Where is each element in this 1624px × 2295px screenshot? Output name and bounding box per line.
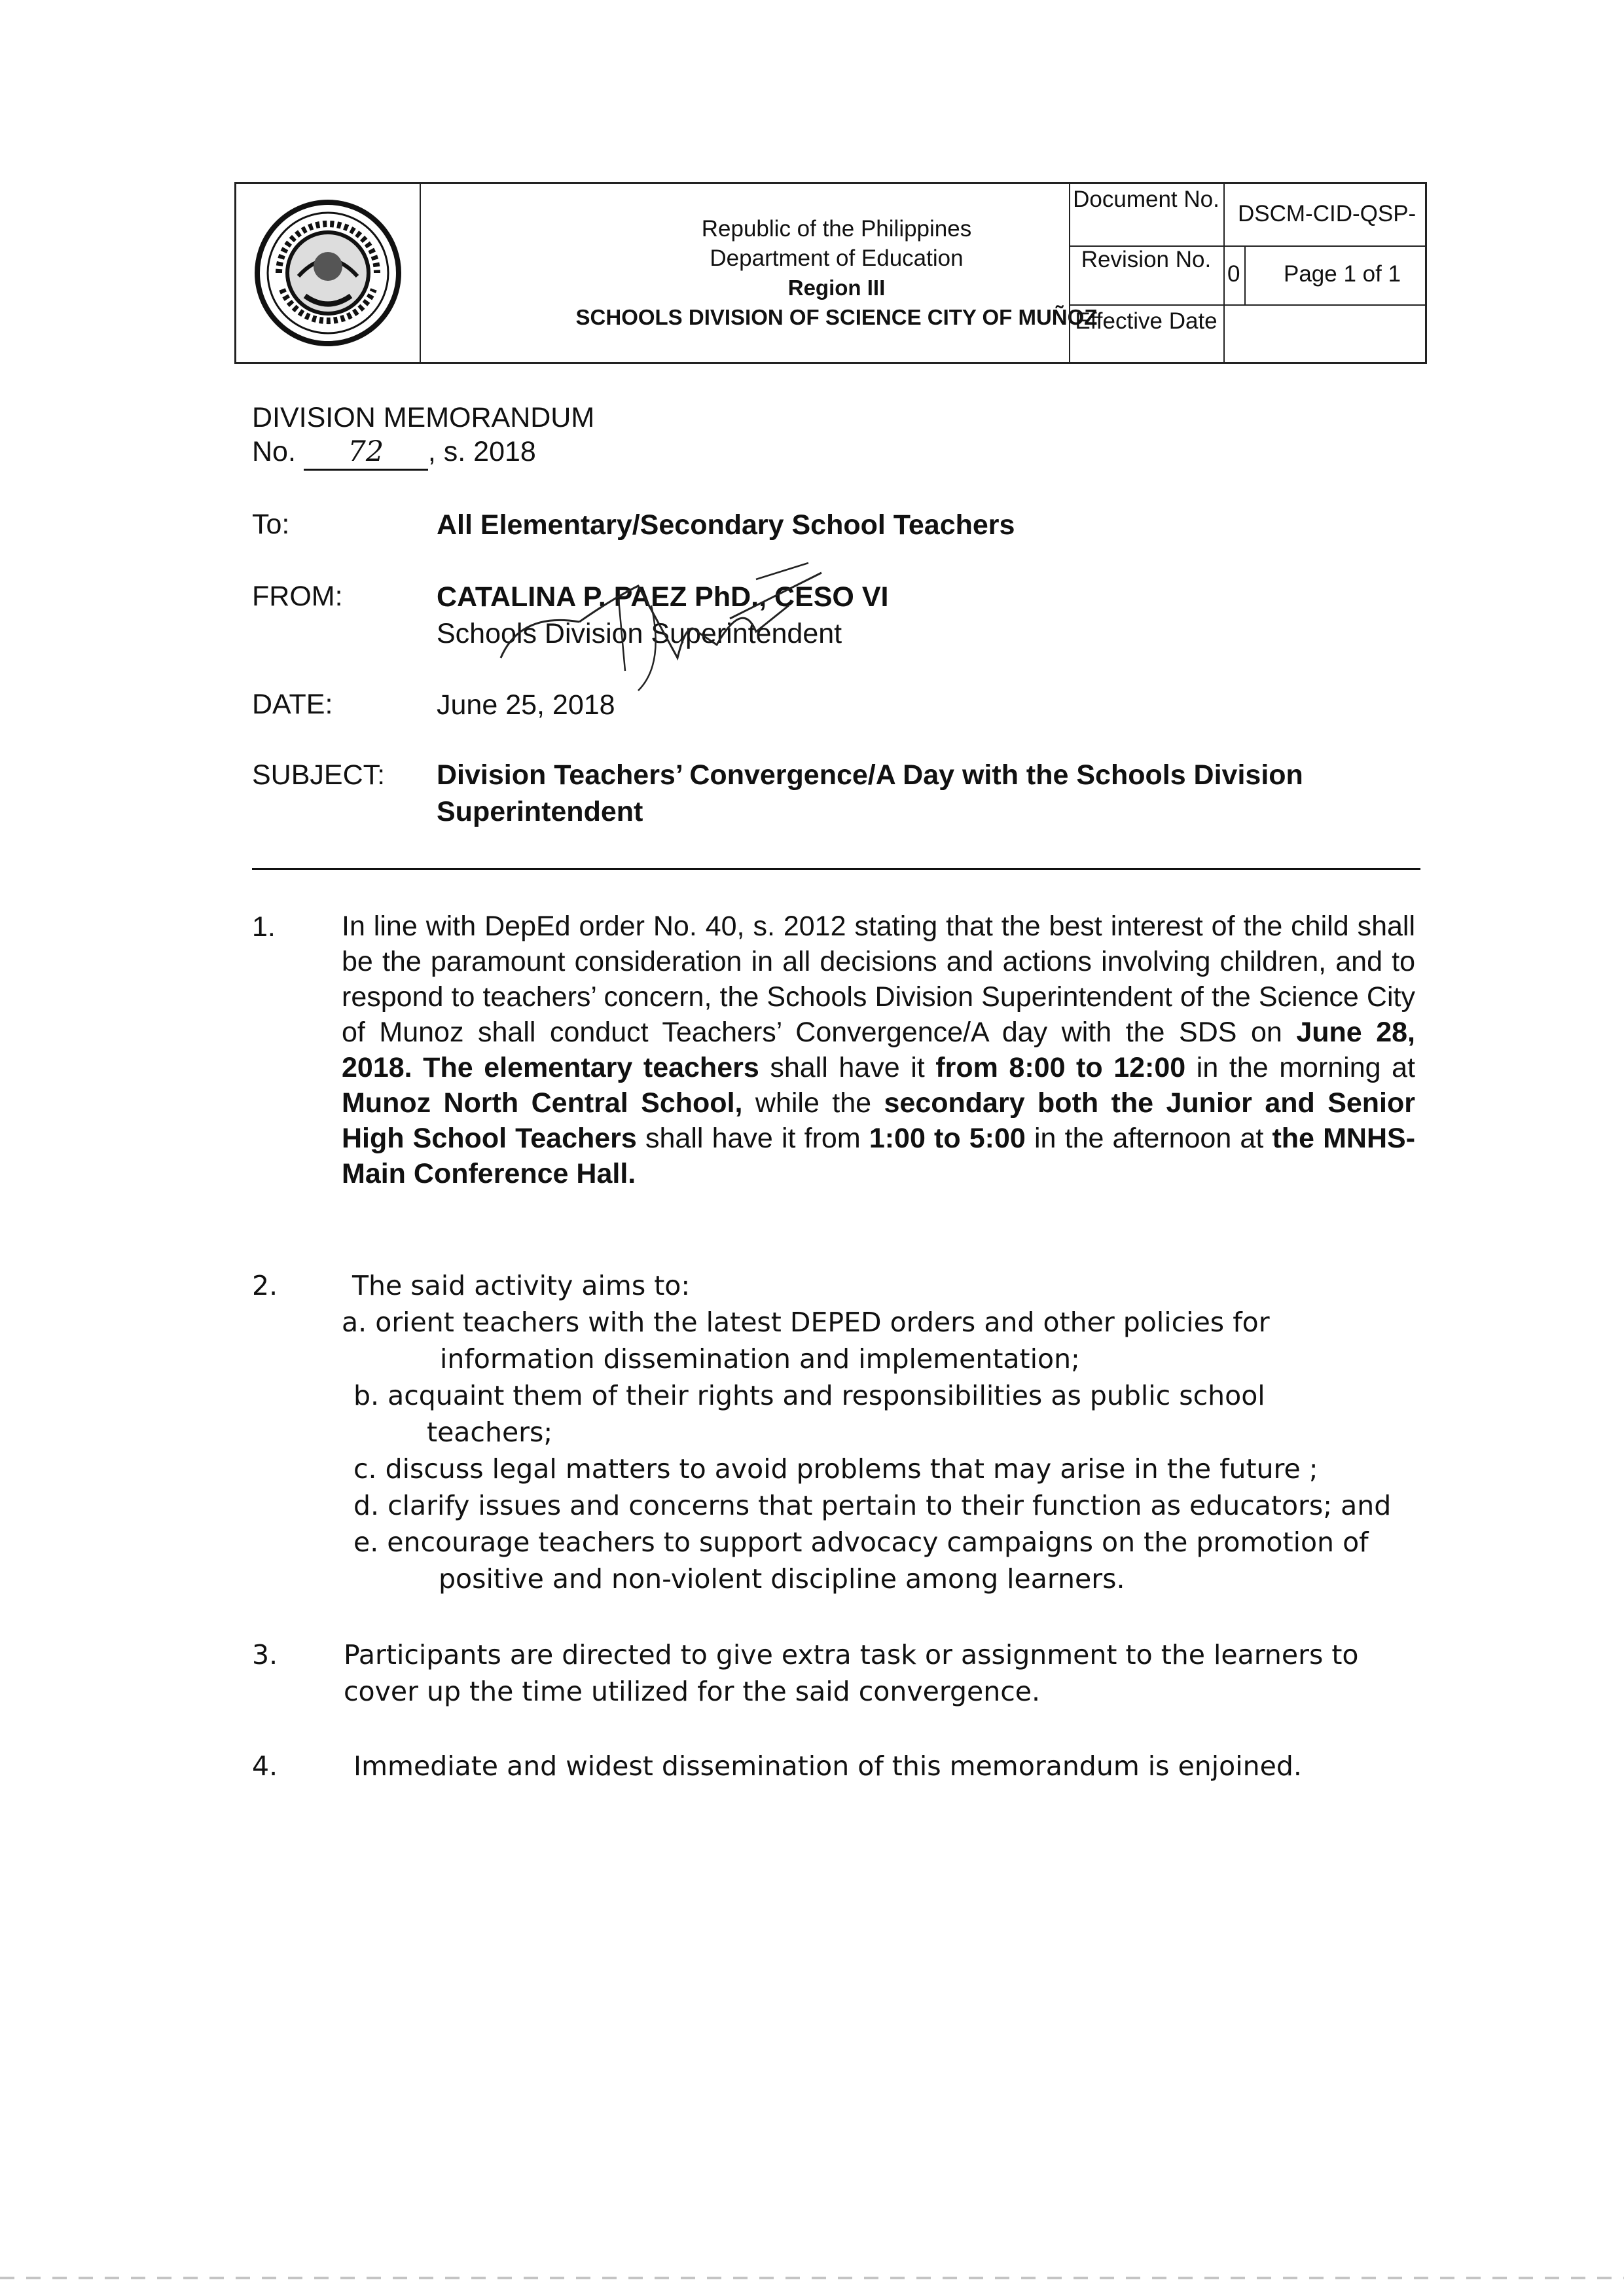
region-label: Region III [787, 276, 886, 300]
para-1 [342, 909, 1415, 1191]
memo-number-line [252, 435, 536, 471]
aim-item-continuation: information dissemination and implementation; [440, 1343, 1080, 1375]
para-1-seg: the MNHS-Main Conference Hall. [342, 1123, 1416, 1189]
aim-item-b [353, 1377, 1415, 1451]
memo-series: , s. 2018 [427, 436, 536, 467]
agency-line-1: Republic of the Philippines [701, 216, 972, 242]
aim-item-d [353, 1487, 1415, 1524]
aim-item-continuation: teachers; [427, 1417, 553, 1448]
para-1-seg: in the morning at [1185, 1052, 1416, 1083]
para-1-seg: June 28, 2018. The elementary teachers [342, 1017, 1415, 1083]
subject-value: Division Teachers’ Convergence/A Day with the Schools Division Superintendent [437, 759, 1303, 827]
aim-item-text: d. clarify issues and concerns that pertain to their function as educators; and [353, 1490, 1392, 1521]
deped-seal-icon [253, 198, 403, 348]
memo-number [304, 435, 428, 471]
revision-no-value: 0 [1227, 261, 1240, 287]
para-1-seg: secondary both the Junior and Senior High School Teachers [342, 1087, 1415, 1154]
agency-line-2: Department of Education [710, 245, 964, 271]
para-1-seg: while the [742, 1087, 884, 1119]
date-label: DATE: [252, 689, 333, 720]
from-name: CATALINA P. PAEZ PhD., CESO VI [437, 581, 889, 613]
to-value: All Elementary/Secondary School Teachers [437, 509, 1015, 541]
seal-cell [236, 184, 420, 362]
revision-no-label: Revision No. [1081, 247, 1212, 272]
para-1-seg: Munoz North Central School, [342, 1087, 743, 1119]
division-name: SCHOOLS DIVISION OF SCIENCE CITY OF MUÑOZ [575, 305, 1098, 329]
para-4: Immediate and widest dissemination of this memorandum is enjoined. [353, 1750, 1302, 1782]
scan-edge [0, 2277, 1624, 2279]
subject-label: SUBJECT: [252, 759, 386, 791]
page-count: Page 1 of 1 [1284, 261, 1401, 287]
aim-item-a [342, 1304, 1415, 1377]
document-header-table [234, 182, 1427, 364]
from-label: FROM: [252, 581, 343, 612]
aim-item-text: b. acquaint them of their rights and responsibilities as public school [353, 1380, 1265, 1411]
para-1-number: 1. [252, 911, 276, 943]
effective-date-label: Effective Date [1075, 308, 1218, 334]
para-3-number: 3. [252, 1639, 278, 1671]
to-label: To: [252, 509, 290, 540]
aim-item-text: c. discuss legal matters to avoid problems that may arise in the future ; [353, 1453, 1318, 1485]
para-2-number: 2. [252, 1270, 278, 1301]
para-1-seg: from 8:00 to 12:00 [935, 1052, 1186, 1083]
para-3: Participants are directed to give extra task or assignment to the learners to cover up the time utilized for the said convergence. [344, 1639, 1359, 1707]
para-1-seg: in the afternoon at [1025, 1123, 1272, 1154]
para-1-seg: 1:00 to 5:00 [869, 1123, 1026, 1154]
memo-number-prefix: No. [252, 436, 296, 467]
aim-item-text: e. encourage teachers to support advocacy campaigns on the promotion of [353, 1527, 1369, 1558]
para-1-seg: In line with DepEd order No. 40, s. 2012 stating that the best interest of the child shall be the paramount consideration in all decisions and actions involving children, and to respond to teachers’ concern, the Schools Division Superintendent of the Science City of Munoz shall conduct Teachers’ Convergence/A day with the SDS on [342, 911, 1415, 1048]
aim-item-text: a. orient teachers with the latest DEPED orders and other policies for [342, 1307, 1270, 1338]
memo-number-handwritten: 72 [348, 435, 384, 468]
aim-item-e [353, 1524, 1415, 1597]
aim-item-continuation: positive and non-violent discipline among learners. [439, 1563, 1125, 1595]
para-1-seg: shall have it [759, 1052, 936, 1083]
para-4-number: 4. [252, 1750, 278, 1782]
aim-item-c [353, 1451, 1415, 1487]
date-value: June 25, 2018 [437, 689, 615, 721]
para-1-seg: shall have it from [636, 1123, 869, 1154]
header-divider [252, 868, 1420, 870]
document-no-label: Document No. [1073, 187, 1219, 212]
document-no-value: DSCM-CID-QSP- [1238, 201, 1416, 226]
memo-type: DIVISION MEMORANDUM [252, 402, 595, 433]
from-title: Schools Division Superintendent [437, 618, 842, 649]
para-2-intro: The said activity aims to: [352, 1270, 691, 1301]
